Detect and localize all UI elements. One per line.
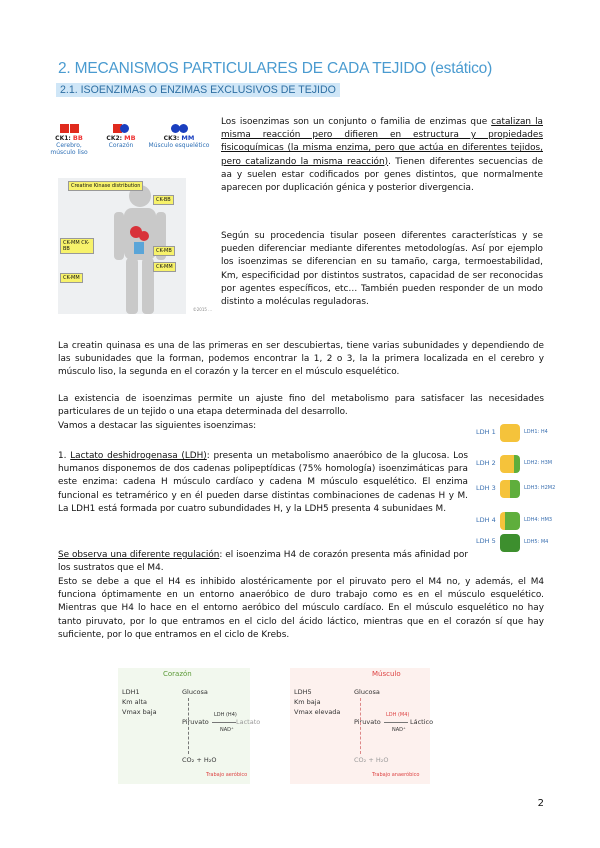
muscle-km: Km baja	[294, 698, 321, 706]
isoenzyme-definition: Los isoenzimas son un conjunto o familia de enzimas que catalizan la misma reacción pero difieren en estructura y propiedades fisicoquímicas (la misma enzima, pero que actúa en diferentes tejidos, pero catalizando la misma reacción). Tienen diferentes secuencias de aa y suelen estar codificados por genes distintos, que normalmente aparecen por duplicación génica y posterior divergencia.	[221, 117, 543, 194]
page-title: 2. MECANISMOS PARTICULARES DE CADA TEJIDO (estático)	[58, 60, 493, 77]
muscle-ldh: LDH (M4)	[386, 712, 410, 718]
ldh1-icon	[500, 424, 520, 442]
ldh5-name: LDH 5	[476, 537, 496, 545]
ldh3-name: LDH 3	[476, 484, 496, 492]
figure-title: Creatine Kinase distribution	[68, 181, 143, 191]
ck2-legend: CK2: MB Corazón	[98, 124, 144, 149]
allosteric-paragraph: Esto se debe a que el H4 es inhibido alostéricamente por el piruvato pero el M4 no, y además, el M4 funciona óptimamente en un entorno anaeróbico de duro trabajo como es en el músculo esquelético. Mientras que H4 lo hace en el entorno aeróbico del músculo cardíaco. En el músculo esquelético no hay tanto piruvato, por lo que entramos en el ciclo del ácido láctico, mientras que en el corazón sí que hay suficiente, por lo que entramos en el ciclo de Krebs.	[58, 577, 544, 640]
ldh3-desc: LDH3: H2M2	[524, 485, 556, 491]
ldh2-icon	[500, 455, 520, 473]
ldh-paragraph: 1. Lactato deshidrogenasa (LDH): presenta un metabolismo anaeróbico de la glucosa. Los humanos disponemos de dos cadenas polipeptídicas (75% homología) isoenzimáticas para este enzima: cadena H músculo cardíaco y cadena M músculo esquelético. El enzima funcional es tetramérico y en él pueden darse distintas combinaciones de cadenas H y M. La LDH1 está formada por cuatro subundidades H, y la LDH5 presenta 4 subunidaes M.	[58, 451, 469, 514]
highlight-intro: Vamos a destacar las siguientes isoenzimas:	[58, 421, 257, 431]
ck-mm-bb-label: CK-MM CK-BB	[60, 238, 94, 254]
ck-mm-label-left: CK-MM	[60, 273, 83, 283]
heart-vmax: Vmax baja	[122, 708, 157, 716]
ldh5-icon	[500, 534, 520, 552]
ldh4-name: LDH 4	[476, 516, 496, 524]
heart-km: Km alta	[122, 698, 147, 706]
ldh2-desc: LDH2: H3M	[524, 460, 553, 466]
fine-tuning-paragraph: La existencia de isoenzimas permite un ajuste fino del metabolismo para satisfacer las necesidades particulares de un tejido o una etapa determinada del desarrollo.	[58, 394, 544, 418]
muscle-enzyme: LDH5	[294, 688, 312, 696]
muscle-lactate: Láctico	[410, 718, 434, 726]
muscle-vmax: Vmax elevada	[294, 708, 341, 716]
section-subtitle: 2.1. ISOENZIMAS O ENZIMAS EXCLUSIVOS DE TEJIDO	[56, 83, 340, 97]
heart-metabolism-diagram	[118, 668, 261, 784]
ck-bb-label: CK-BB	[153, 195, 174, 205]
heart-ldh: LDH (H4)	[214, 712, 237, 718]
heart-lactate: Lactato	[236, 718, 261, 726]
ck3-legend: CK3: MM Músculo esquelético	[148, 124, 210, 149]
ldh1-name: LDH 1	[476, 428, 496, 436]
isoenzyme-characteristics: Según su procedencia tisular poseen diferentes características y se pueden diferenciar mediante diferentes metodologías. Así por ejemplo los isoenzimas se diferencian en su tamaño, carga, termoestabilidad, Km, especificidad por distintos sustratos, capacidad de ser reconocidas por agentes específicos, etc… También pueden responder de un modo distinto a moléculas reguladoras.	[221, 231, 543, 308]
ck1-icon	[46, 124, 92, 135]
muscle-note: Trabajo anaeróbico	[372, 772, 420, 778]
ck-mb-label: CK-MB	[153, 246, 175, 256]
regulation-paragraph: Se observa una diferente regulación: el isoenzima H4 de corazón presenta más afinidad por los sustratos que el M4.	[58, 550, 468, 574]
heart-nad: NAD⁺	[220, 727, 234, 733]
ck-mm-label-right: CK-MM	[153, 262, 176, 272]
muscle-title: Músculo	[372, 670, 401, 678]
heart-pyruvate: Piruvato	[182, 718, 209, 726]
ldh4-desc: LDH4: HM3	[524, 517, 553, 523]
heart-title: Corazón	[163, 670, 192, 678]
ldh3-icon	[500, 480, 520, 498]
figure-credit: ©2015 ...	[192, 307, 212, 312]
muscle-glucose: Glucosa	[354, 688, 380, 696]
ldh4-icon	[500, 512, 520, 530]
ldh2-name: LDH 2	[476, 459, 496, 467]
creatine-kinase-paragraph: La creatin quinasa es una de las primeras en ser descubiertas, tiene varias subunidades y dependiendo de las subunidades que la forman, podemos encontrar la 1, 2 o 3, la la primera localizada en el cerebro y músculo liso, la segunda en el corazón y la tercer en el músculo esquelético.	[58, 341, 544, 378]
ck-distribution-figure	[58, 178, 212, 314]
heart-enzyme: LDH1	[122, 688, 140, 696]
muscle-metabolism-diagram	[290, 668, 434, 784]
muscle-nad: NAD⁺	[392, 727, 406, 733]
heart-note: Trabajo aeróbico	[206, 772, 248, 778]
ldh5-desc: LDH5: M4	[524, 539, 549, 545]
heart-co2: CO₂ + H₂O	[182, 756, 217, 764]
ck1-legend: CK1: BB Cerebro, músculo liso	[46, 124, 92, 156]
heart-glucose: Glucosa	[182, 688, 208, 696]
ck2-icon	[98, 124, 144, 135]
ldh1-desc: LDH1: H4	[524, 429, 548, 435]
page-number: 2	[537, 798, 544, 809]
ck3-icon	[148, 124, 210, 135]
muscle-co2: CO₂ + H₂O	[354, 756, 389, 764]
muscle-pyruvate: Piruvato	[354, 718, 381, 726]
ldh-isoforms-figure	[476, 424, 556, 554]
